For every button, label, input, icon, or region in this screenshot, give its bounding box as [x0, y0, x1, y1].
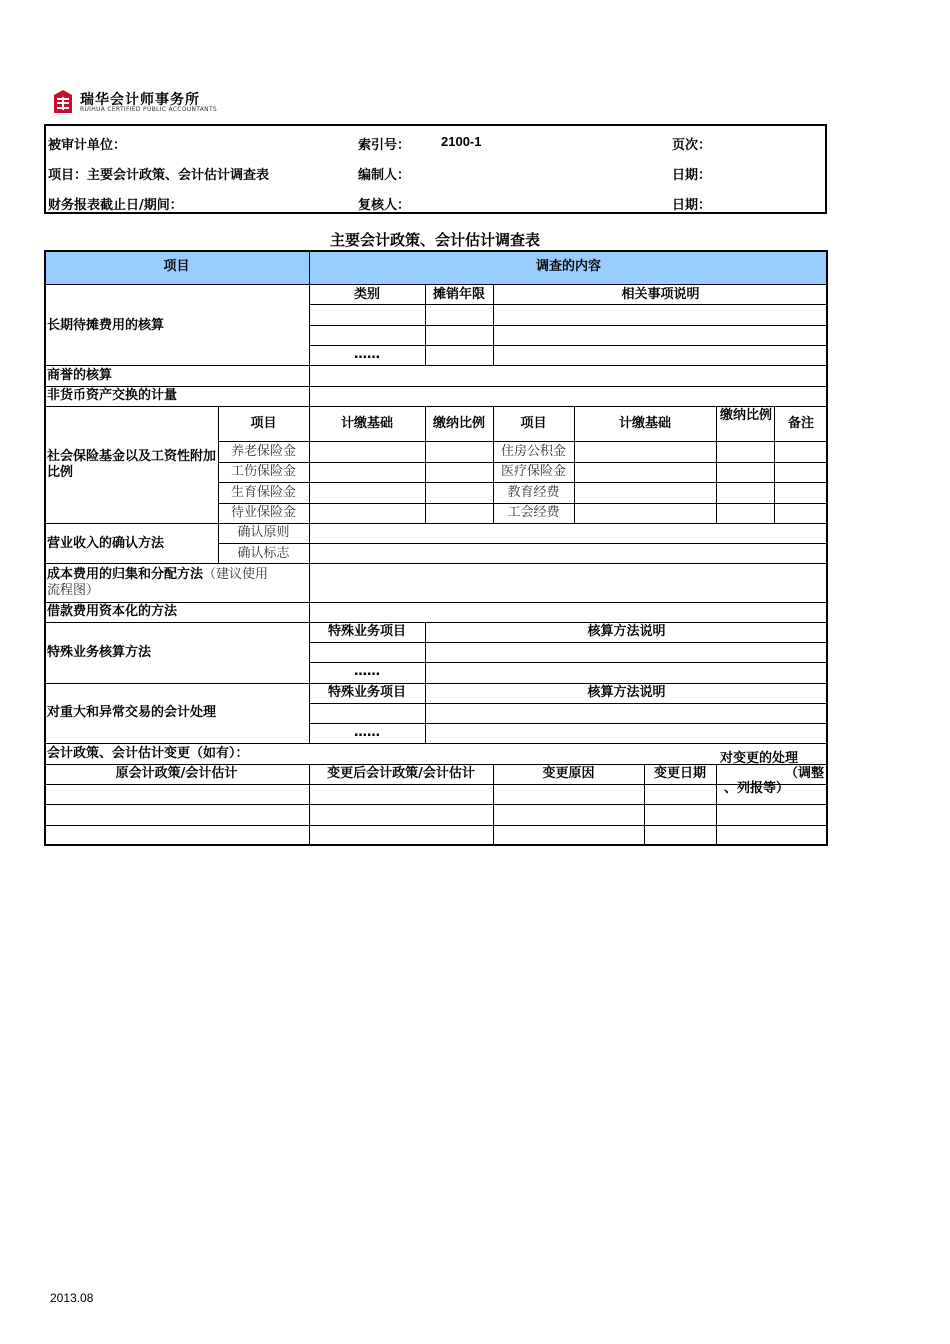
- goodwill-label: 商誉的核算: [47, 368, 113, 383]
- cost-label-main: 成本费用的归集和分配方法: [47, 567, 204, 582]
- changes-original-header: 原会计政策/会计估计: [115, 766, 238, 781]
- col-item-header: 项目: [163, 259, 190, 274]
- page-title: 主要会计政策、会计估计调查表: [329, 231, 540, 249]
- social-right-row: 工会经费: [507, 505, 560, 520]
- social-ratio-header: 缴纳比例: [432, 416, 485, 431]
- changes-treatment-header-2: （调整: [785, 766, 825, 781]
- workpaper-header: [44, 124, 827, 214]
- period-label: 财务报表截止日/期间：: [48, 198, 183, 213]
- long-term-label: 长期待摊费用的核算: [47, 318, 165, 333]
- index-value: 2100-1: [441, 134, 482, 149]
- revenue-label: 营业收入的确认方法: [47, 536, 165, 551]
- index-label: 索引号：: [358, 138, 411, 153]
- cost-label: [47, 567, 268, 583]
- social-left-row: 待业保险金: [230, 505, 296, 520]
- social-base-header: 计缴基础: [340, 416, 393, 431]
- long-term-category-header: 类别: [353, 287, 380, 302]
- social-note-header: 备注: [787, 416, 814, 431]
- social-right-row: 住房公积金: [500, 444, 566, 459]
- social-left-row: 生育保险金: [230, 485, 296, 500]
- major-ellipsis: ……: [354, 725, 380, 740]
- firm-logo: [52, 89, 232, 117]
- social-item2-header: 项目: [520, 416, 547, 431]
- cost-label-note-2: 流程图）: [47, 583, 100, 598]
- social-right-row: 医疗保险金: [500, 464, 566, 479]
- cost-label-note: （建议使用: [203, 567, 269, 582]
- social-insurance-label: 社会保险基金以及工资性附加比例: [47, 449, 217, 480]
- borrowing-label: 借款费用资本化的方法: [47, 604, 178, 619]
- changes-label: 会计政策、会计估计变更（如有）：: [47, 746, 249, 761]
- major-transaction-label: 对重大和异常交易的会计处理: [47, 705, 217, 720]
- changes-date-header: 变更日期: [653, 766, 706, 781]
- special-item-header: 特殊业务项目: [327, 624, 406, 639]
- long-term-ellipsis: ……: [354, 347, 380, 362]
- reviewer-label: 复核人：: [358, 198, 411, 213]
- social-left-row: 养老保险金: [230, 444, 296, 459]
- project-label: 项目：主要会计政策、会计估计调查表: [48, 168, 270, 183]
- long-term-years-header: 摊销年限: [432, 287, 485, 302]
- social-ratio2-header: 缴纳比例: [720, 408, 773, 423]
- preparer-label: 编制人：: [358, 168, 411, 183]
- changes-reason-header: 变更原因: [542, 766, 595, 781]
- firm-name-cn: 瑞华会计师事务所: [80, 92, 200, 108]
- review-date-label: 日期：: [672, 198, 712, 213]
- changes-new-header: 变更后会计政策/会计估计: [327, 766, 475, 781]
- social-right-row: 教育经费: [507, 485, 560, 500]
- revenue-indicator-label: 确认标志: [237, 546, 290, 561]
- special-business-label: 特殊业务核算方法: [47, 645, 152, 660]
- page-label: 页次：: [672, 138, 712, 153]
- special-ellipsis: ……: [354, 664, 380, 679]
- social-left-row: 工伤保险金: [230, 464, 296, 479]
- special-method-header: 核算方法说明: [587, 624, 666, 639]
- prepare-date-label: 日期：: [672, 168, 712, 183]
- major-item-header: 特殊业务项目: [327, 685, 406, 700]
- long-term-notes-header: 相关事项说明: [621, 287, 700, 302]
- revenue-principle-label: 确认原则: [237, 525, 290, 540]
- social-item-header: 项目: [250, 416, 277, 431]
- nonmonetary-label: 非货币资产交换的计量: [47, 388, 178, 403]
- survey-table: [44, 250, 828, 846]
- col-content-header: 调查的内容: [535, 259, 601, 274]
- firm-seal-icon: [52, 89, 74, 115]
- major-method-header: 核算方法说明: [587, 685, 666, 700]
- changes-treatment-header-3: 、列报等）: [724, 781, 790, 796]
- version-footer: 2013.08: [50, 1291, 94, 1305]
- changes-treatment-header: 对变更的处理: [720, 751, 799, 766]
- social-base2-header: 计缴基础: [618, 416, 671, 431]
- firm-name-en: RUIHUA CERTIFIED PUBLIC ACCOUNTANTS: [80, 106, 218, 113]
- audited-unit-label: 被审计单位：: [48, 138, 127, 153]
